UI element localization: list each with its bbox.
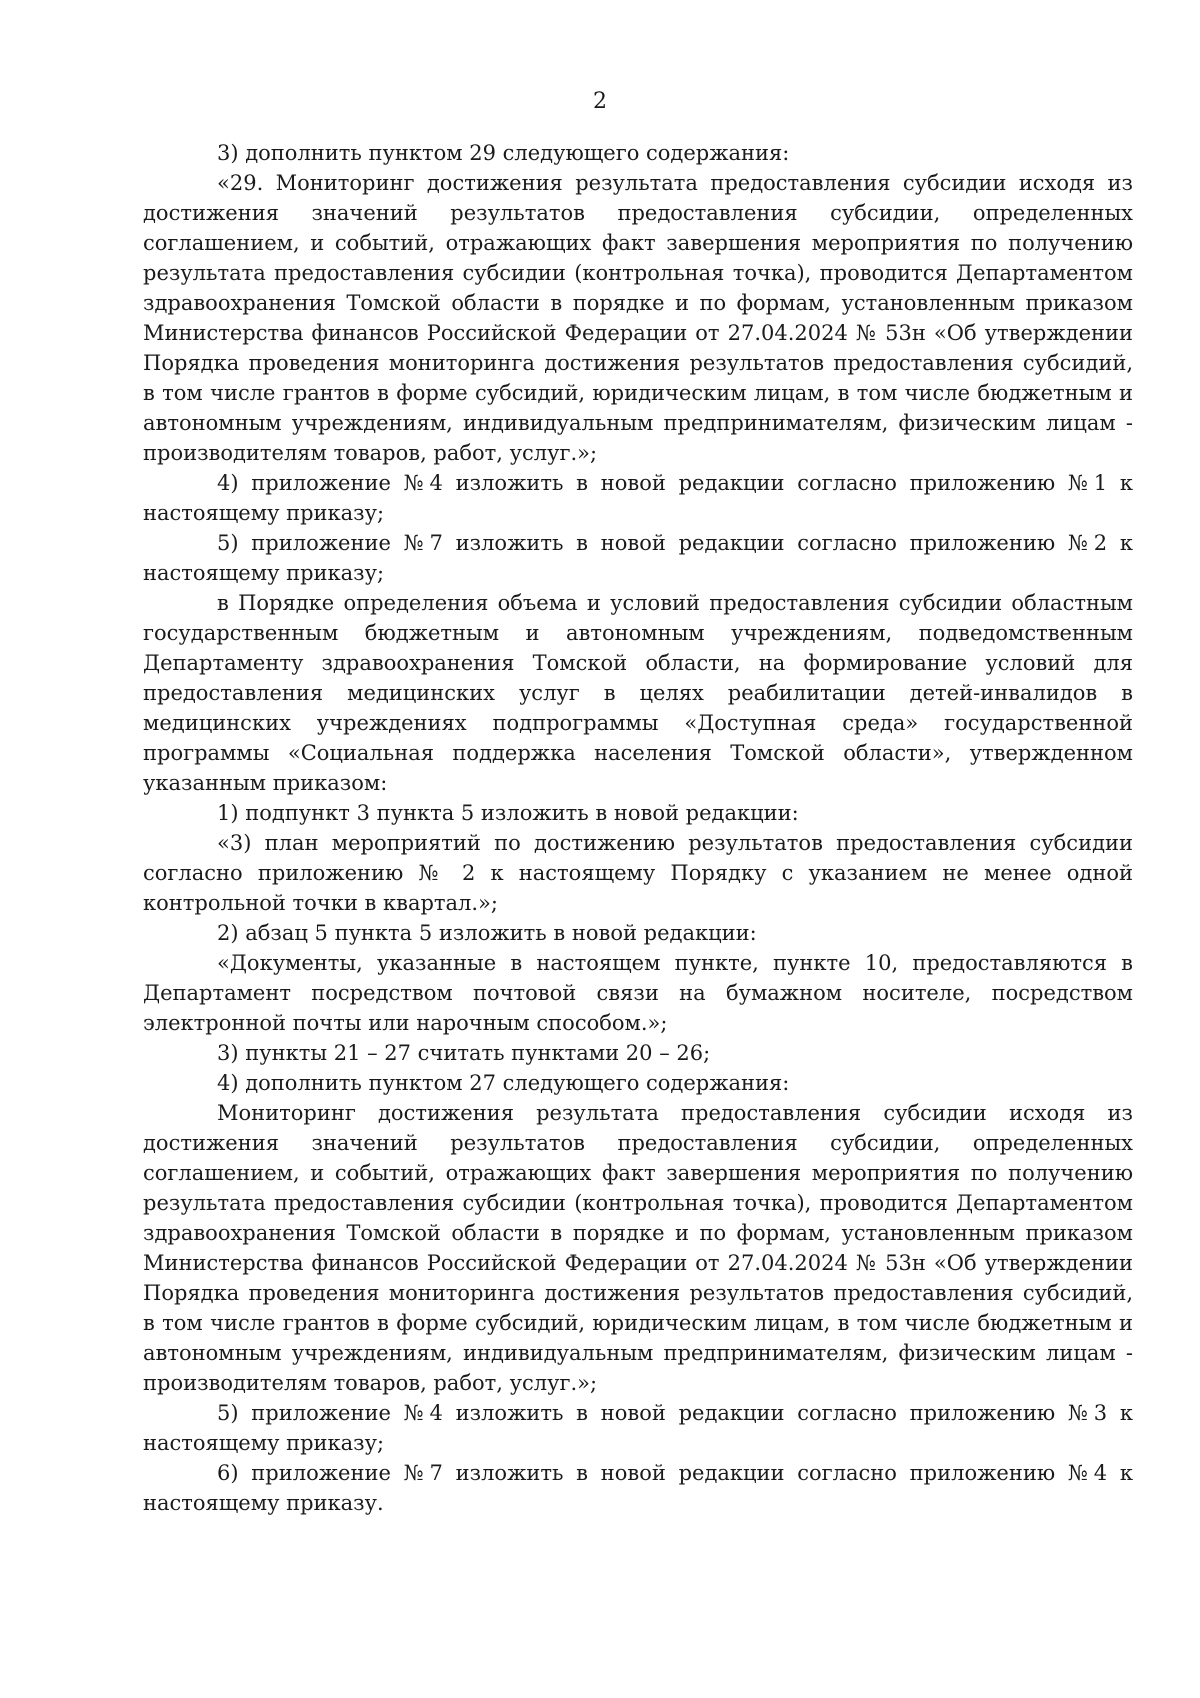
paragraph-subitem-6: 6) приложение №7 изложить в новой редакции согласно приложению №4 к настоящему приказу. [143, 1461, 1133, 1515]
paragraph-subitem-2-text: «Документы, указанные в настоящем пункте, пункте 10, предоставляются в Департамент посредством почтовой связи на бумажном носителе, посредством электронной почты или нарочным способом.»; [143, 951, 1133, 1035]
document-body [143, 138, 1133, 1518]
paragraph-subitem-2: 2) абзац 5 пункта 5 изложить в новой редакции: [217, 921, 757, 945]
paragraph-item-3-add-point-29: 3) дополнить пунктом 29 следующего содержания: [217, 141, 790, 165]
paragraph-procedure-intro: в Порядке определения объема и условий предоставления субсидии областным государственным бюджетным и автономным учреждениям, подведомственным Департаменту здравоохранения Томской области, на формирование условий для предоставления медицинских услуг в целях реабилитации детей-инвалидов в медицинских учреждениях подпрограммы «Доступная среда» государственной программы «Социальная поддержка населения Томской области», утвержденном указанным приказом: [143, 591, 1133, 795]
paragraph-point-27-text: Мониторинг достижения результата предоставления субсидии исходя из достижения значений результатов предоставления субсидии, определенных соглашением, и событий, отражающих факт завершения мероприятия по получению результата предоставления субсидии (контрольная точка), проводится Департаментом здравоохранения Томской области в порядке и по формам, установленным приказом Министерства финансов Российской Федерации от 27.04.2024 № 53н «Об утверждении Порядка проведения мониторинга достижения результатов предоставления субсидий, в том числе грантов в форме субсидий, юридическим лицам, в том числе бюджетным и автономным учреждениям, индивидуальным предпринимателям, физическим лицам - производителям товаров, работ, услуг.»; [143, 1101, 1133, 1395]
paragraph-subitem-4: 4) дополнить пунктом 27 следующего содержания: [217, 1071, 790, 1095]
paragraph-point-29-text: «29. Мониторинг достижения результата предоставления субсидии исходя из достижения значений результатов предоставления субсидии, определенных соглашением, и событий, отражающих факт завершения мероприятия по получению результата предоставления субсидии (контрольная точка), проводится Департаментом здравоохранения Томской области в порядке и по формам, установленным приказом Министерства финансов Российской Федерации от 27.04.2024 № 53н «Об утверждении Порядка проведения мониторинга достижения результатов предоставления субсидий, в том числе грантов в форме субсидий, юридическим лицам, в том числе бюджетным и автономным учреждениям, индивидуальным предпринимателям, физическим лицам - производителям товаров, работ, услуг.»; [143, 171, 1133, 465]
paragraph-subitem-1: 1) подпункт 3 пункта 5 изложить в новой редакции: [217, 801, 799, 825]
paragraph-item-5-appendix-7: 5) приложение №7 изложить в новой редакции согласно приложению №2 к настоящему приказу; [143, 531, 1133, 585]
paragraph-item-4-appendix-4: 4) приложение №4 изложить в новой редакции согласно приложению №1 к настоящему приказу; [143, 471, 1133, 525]
paragraph-subitem-3: 3) пункты 21 – 27 считать пунктами 20 – 26; [217, 1041, 711, 1065]
paragraph-subitem-5: 5) приложение №4 изложить в новой редакции согласно приложению №3 к настоящему приказу; [143, 1401, 1133, 1455]
paragraph-subitem-1-text: «3) план мероприятий по достижению результатов предоставления субсидии согласно приложению № 2 к настоящему Порядку с указанием не менее одной контрольной точки в квартал.»; [143, 831, 1133, 915]
page-number: 2 [593, 89, 607, 114]
